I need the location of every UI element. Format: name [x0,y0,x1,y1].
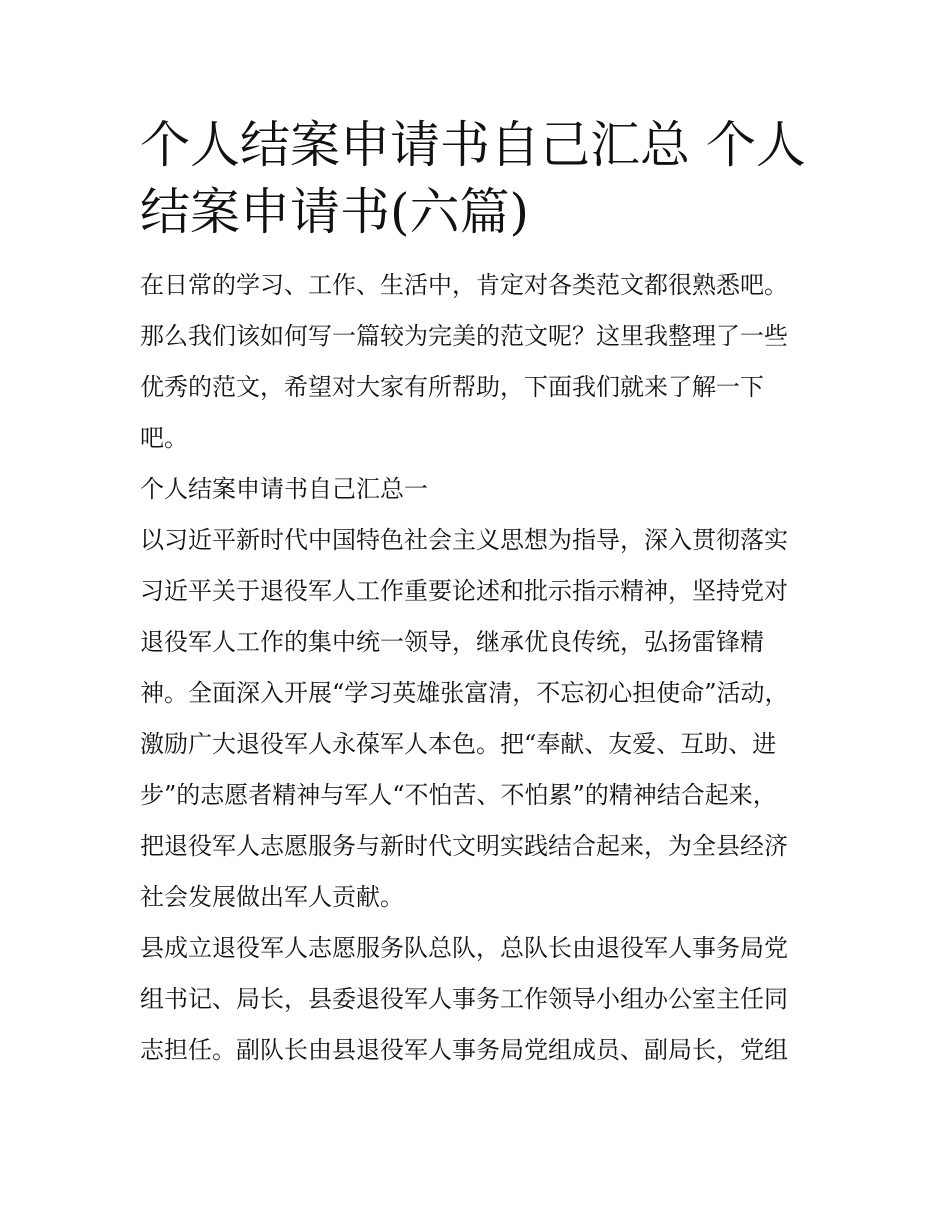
document-body [140,112,812,1076]
text-line: 把退役军人志愿服务与新时代文明实践结合起来，为全县经济 [140,832,788,860]
document-title [140,112,812,246]
title-line-2: 结案申请书(六篇) [140,183,530,241]
text-line: 激励广大退役军人永葆军人本色。把“奉献、友爱、互助、进 [140,730,777,758]
text-line: 那么我们该如何写一篇较为完美的范文呢？这里我整理了一些 [140,322,788,350]
text-line: 组书记、局长，县委退役军人事务工作领导小组办公室主任同 [140,985,788,1013]
text-line: 在日常的学习、工作、生活中，肯定对各类范文都很熟悉吧。 [140,271,788,299]
text-line: 优秀的范文，希望对大家有所帮助，下面我们就来了解一下 [140,373,764,401]
section-heading-text: 个人结案申请书自己汇总一 [140,475,428,503]
text-line: 县成立退役军人志愿服务队总队，总队长由退役军人事务局党 [140,934,788,962]
intro-paragraph [140,260,812,464]
body-paragraph-2 [140,923,812,1076]
text-line: 神。全面深入开展“学习英雄张富清，不忘初心担使命”活动， [140,679,789,707]
text-line: 社会发展做出军人贡献。 [140,883,404,911]
text-line: 以习近平新时代中国特色社会主义思想为指导，深入贯彻落实 [140,526,788,554]
body-paragraph-1 [140,515,812,923]
text-line: 步”的志愿者精神与军人“不怕苦、不怕累”的精神结合起来， [140,781,777,809]
section-heading [140,464,812,515]
text-line: 习近平关于退役军人工作重要论述和批示指示精神，坚持党对 [140,577,788,605]
text-line: 吧。 [140,424,188,452]
title-line-1: 个人结案申请书自己汇总 个人 [140,116,806,174]
text-line: 退役军人工作的集中统一领导，继承优良传统，弘扬雷锋精 [140,628,764,656]
text-line: 志担任。副队长由县退役军人事务局党组成员、副局长，党组 [140,1036,788,1064]
